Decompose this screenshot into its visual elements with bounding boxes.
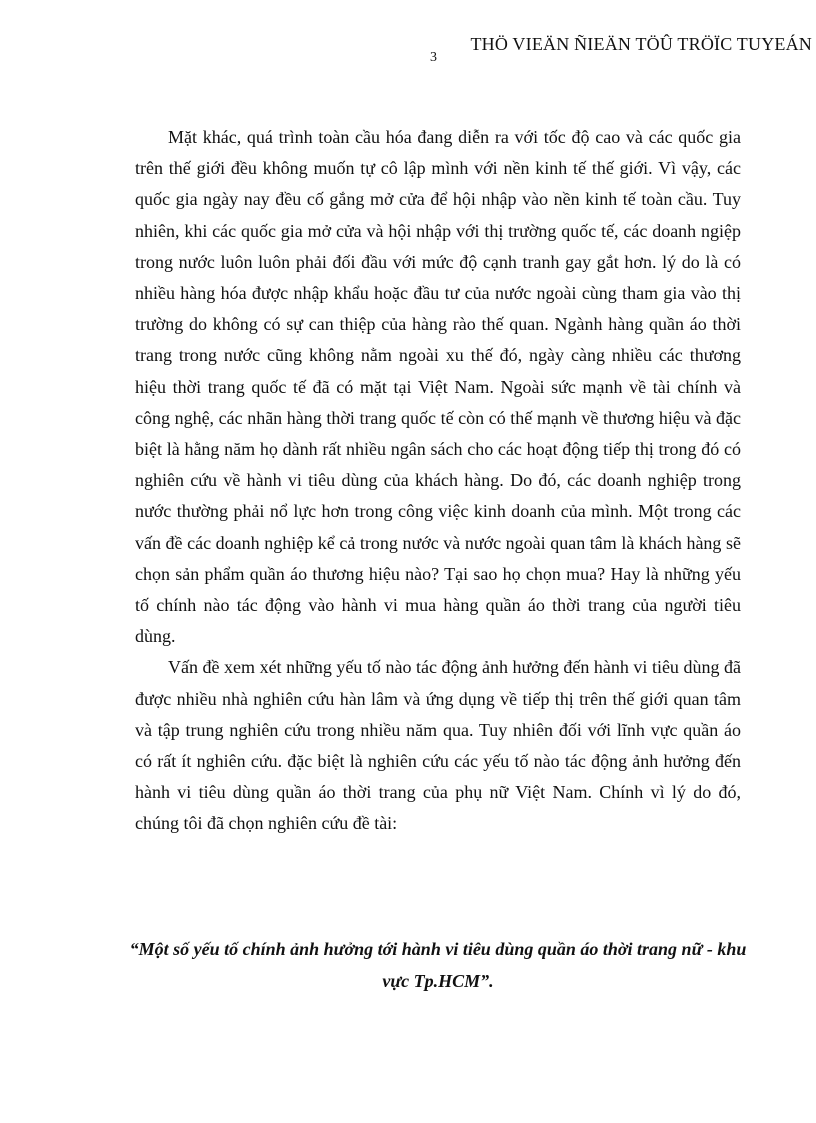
thesis-title: “Một số yếu tố chính ảnh hưởng tới hành vi tiêu dùng quần áo thời trang nữ - khu vực Tp.HCM”. xyxy=(129,939,747,991)
library-header-title: THÖ VIEÄN ÑIEÄN TÖÛ TRÖÏC TUYEÁN xyxy=(470,34,812,54)
page-number: 3 xyxy=(430,50,437,65)
document-body xyxy=(135,122,741,840)
paragraph-research-motivation: Vấn đề xem xét những yếu tố nào tác động ảnh hưởng đến hành vi tiêu dùng đã được nhiều nhà nghiên cứu hàn lâm và ứng dụng về tiếp thị trên thế giới quan tâm và tập trung nghiên cứu trong nhiều năm qua. Tuy nhiên đối với lĩnh vực quần áo có rất ít nghiên cứu. đặc biệt là nghiên cứu các yếu tố nào tác động ảnh hưởng đến hành vi tiêu dùng quần áo thời trang của phụ nữ Việt Nam. Chính vì lý do đó, chúng tôi đã chọn nghiên cứu đề tài: xyxy=(135,657,741,834)
paragraph-globalization: Mặt khác, quá trình toàn cầu hóa đang diễn ra với tốc độ cao và các quốc gia trên thế giới đều không muốn tự cô lập mình với nền kinh tế thế giới. Vì vậy, các quốc gia ngày nay đều cố gắng mở cửa để hội nhập vào nền kinh tế toàn cầu. Tuy nhiên, khi các quốc gia mở cửa và hội nhập với thị trường quốc tế, các doanh ngiệp trong nước luôn luôn phải đối đầu với mức độ cạnh tranh gay gắt hơn. lý do là có nhiều hàng hóa được nhập khẩu hoặc đầu tư của nước ngoài cùng tham gia vào thị trường do không có sự can thiệp của hàng rào thế quan. Ngành hàng quần áo thời trang trong nước cũng không nằm ngoài xu thế đó, ngày càng nhiều các thương hiệu thời trang quốc tế đã có mặt tại Việt Nam. Ngoài sức mạnh về tài chính và công nghệ, các nhãn hàng thời trang quốc tế còn có thế mạnh về thương hiệu và đặc biệt là hằng năm họ dành rất nhiều ngân sách cho các hoạt động tiếp thị trong đó có nghiên cứu về hành vi tiêu dùng của khách hàng. Do đó, các doanh nghiệp trong nước thường phải nổ lực hơn trong công việc kinh doanh của mình. Một trong các vấn đề các doanh nghiệp kể cả trong nước và nước ngoài quan tâm là khách hàng sẽ chọn sản phẩm quần áo thương hiệu nào? Tại sao họ chọn mua? Hay là những yếu tố chính nào tác động vào hành vi mua hàng quần áo thời trang của người tiêu dùng. xyxy=(135,127,741,647)
